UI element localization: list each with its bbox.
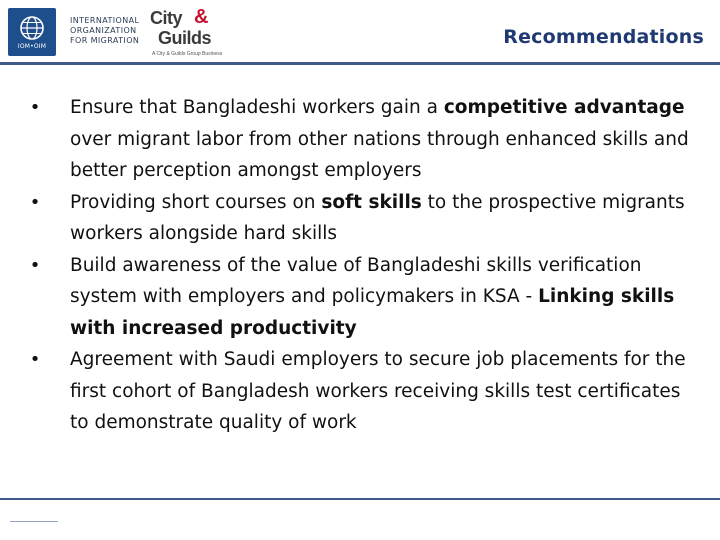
header-divider bbox=[0, 62, 720, 65]
recommendation-item bbox=[28, 344, 700, 439]
emphasis-text: soft skills bbox=[321, 191, 422, 213]
bullet-dot-icon: • bbox=[29, 349, 41, 370]
recommendation-text: Providing short courses on bbox=[70, 191, 322, 213]
recommendation-text: to the prospective migrants workers alongside hard skills bbox=[70, 191, 685, 244]
recommendation-text: over migrant labor from other nations through enhanced skills and better perception amongst employers bbox=[70, 128, 689, 181]
globe-icon bbox=[19, 15, 45, 41]
iom-logo-tag: IOM•OIM bbox=[17, 42, 47, 50]
emphasis-text: competitive advantage bbox=[443, 97, 685, 118]
recommendation-item bbox=[28, 187, 700, 250]
recommendation-text: Ensure that Bangladeshi workers gain a bbox=[70, 97, 444, 118]
iom-logo-line: INTERNATIONAL bbox=[70, 16, 140, 25]
slide-header bbox=[0, 0, 720, 66]
bullet-dot-icon: • bbox=[29, 254, 41, 276]
cg-logo-tagline: A City & Guilds Group Business bbox=[152, 51, 223, 57]
city-and-guilds-logo bbox=[150, 6, 223, 60]
recommendation-item bbox=[28, 250, 700, 345]
cg-logo-guilds: Guilds bbox=[158, 28, 212, 48]
iom-logo-line: ORGANIZATION bbox=[70, 26, 137, 35]
recommendation-item bbox=[28, 92, 700, 187]
recommendation-text: Build awareness of the value of Bangladeshi skills verification system with employers and policymakers in KSA - bbox=[70, 254, 642, 307]
footer-mark bbox=[10, 521, 58, 522]
recommendation-text: Agreement with Saudi employers to secure job placements for the first cohort of Bangladesh workers receiving skills test certificates to demonstrate quality of work bbox=[70, 349, 686, 433]
iom-logo-text bbox=[70, 16, 146, 46]
iom-logo-line: FOR MIGRATION bbox=[70, 36, 140, 45]
recommendation-list bbox=[28, 92, 700, 439]
cg-logo-city: City bbox=[150, 8, 183, 28]
iom-logo bbox=[8, 8, 56, 56]
emphasis-text: Linking skills with increased productivity bbox=[70, 286, 675, 339]
cg-logo-ampersand: & bbox=[194, 6, 209, 28]
bullet-dot-icon: • bbox=[29, 97, 41, 118]
bullet-dot-icon: • bbox=[29, 191, 41, 213]
footer-divider bbox=[0, 498, 720, 500]
slide-title: Recommendations bbox=[503, 26, 704, 48]
